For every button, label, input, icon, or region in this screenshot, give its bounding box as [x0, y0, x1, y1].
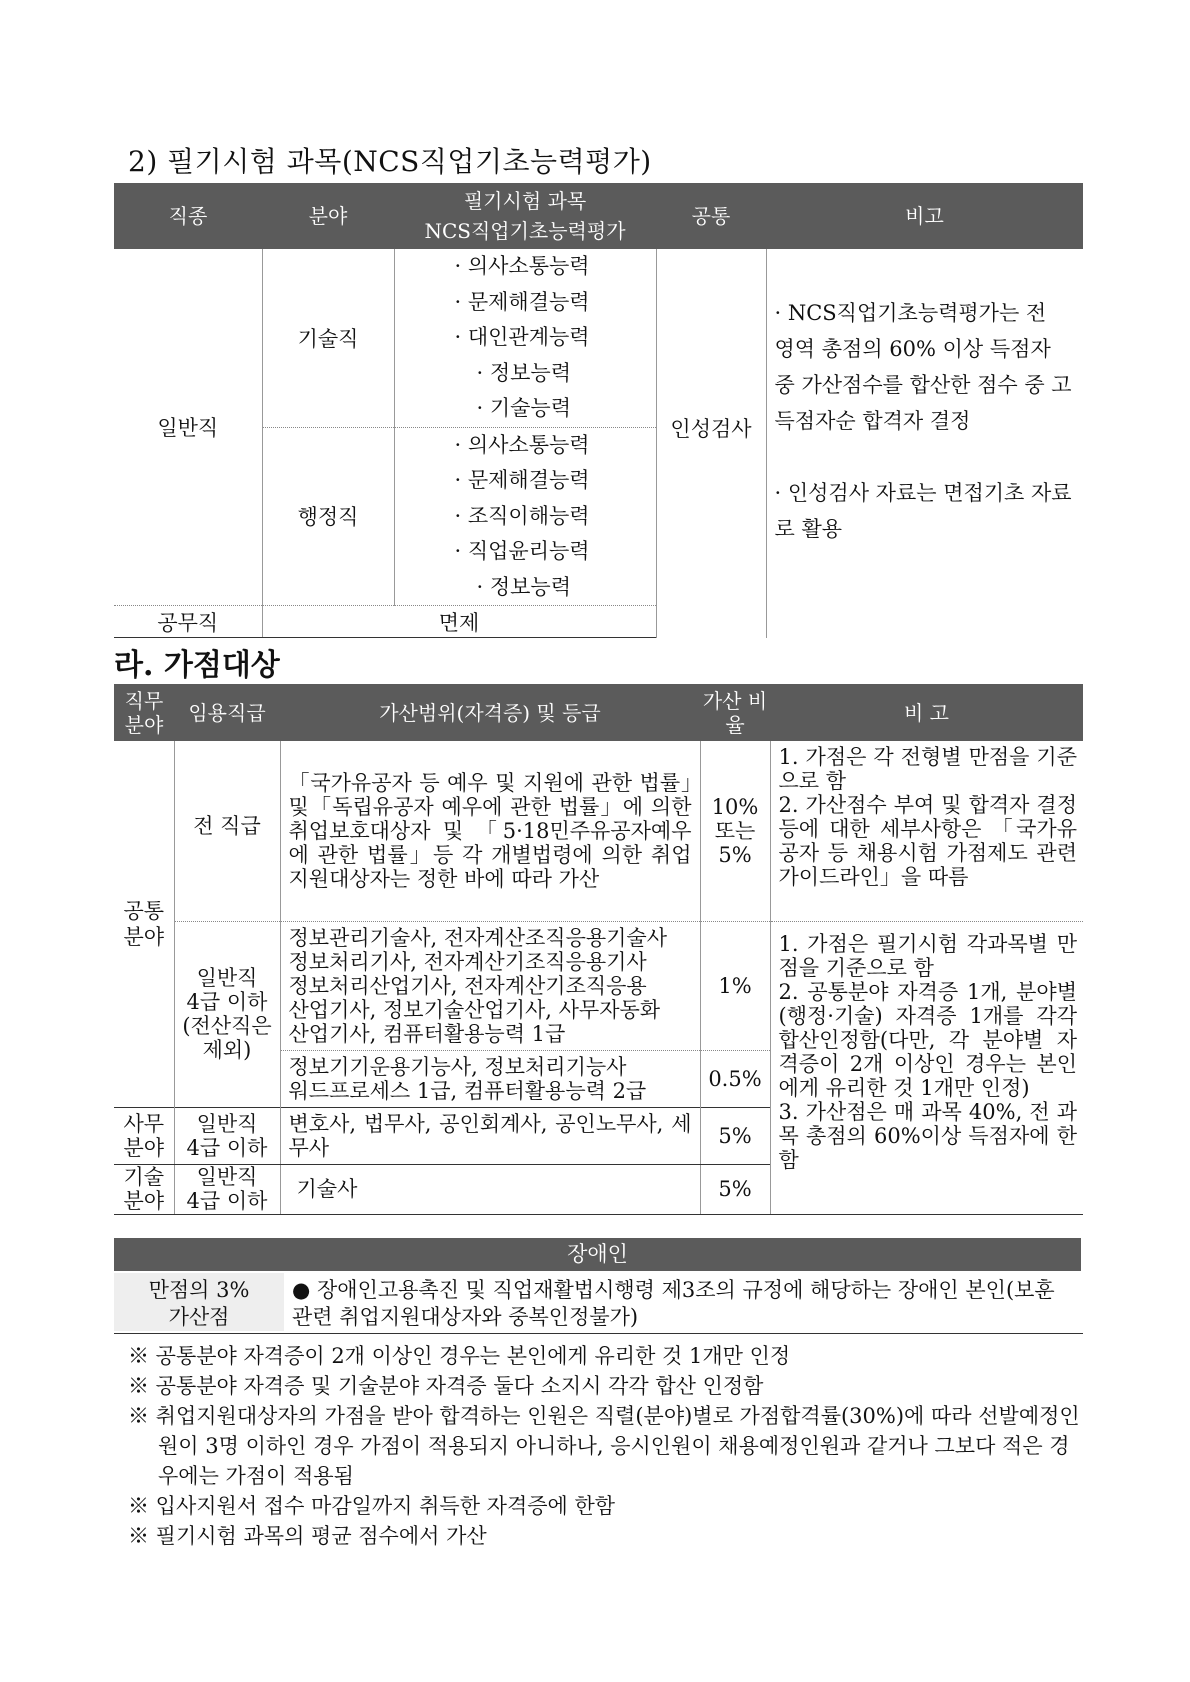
grade-tech: 일반직 4급 이하 — [174, 1164, 280, 1214]
grade-all: 전 직급 — [174, 741, 280, 921]
remarks-note-2: · 인성검사 자료는 면접기초 자료로 활용 — [774, 481, 1072, 541]
subject-item: · 조직이해능력 — [454, 503, 590, 528]
note-item: ※ 입사지원서 접수 마감일까지 취득한 자격증에 한함 — [128, 1494, 616, 1518]
header-duty-field: 직무 분야 — [114, 684, 174, 741]
rate-it-1: 1% — [700, 921, 770, 1050]
bonus-points-table — [114, 684, 1083, 1215]
header-field: 분야 — [262, 183, 394, 249]
rate-it-2: 0.5% — [700, 1050, 770, 1107]
subject-item: · 정보능력 — [476, 360, 571, 385]
field-tech: 기술직 — [262, 249, 394, 427]
tech-subjects-cell — [394, 249, 656, 427]
admin-subject-list — [395, 428, 656, 606]
grade-office: 일반직 4급 이하 — [174, 1107, 280, 1164]
job-type-general: 일반직 — [114, 249, 262, 606]
remarks-note-1: · NCS직업기초능력평가는 전 영역 총점의 60% 이상 득점자 중 가산점수를 합산한 점수 중 고득점자순 합격자 결정 — [774, 301, 1072, 433]
range-tech: 기술사 — [280, 1164, 700, 1214]
civil-exempt: 면제 — [262, 606, 656, 638]
header-rate: 가산 비율 — [700, 684, 770, 741]
note-item: ※ 공통분야 자격증이 2개 이상인 경우는 본인에게 유리한 것 1개만 인정 — [128, 1344, 791, 1368]
note-item: ※ 필기시험 과목의 평균 점수에서 가산 — [128, 1524, 487, 1548]
subject-item: · 정보능력 — [476, 574, 571, 599]
note-item: ※ 취업지원대상자의 가점을 받아 합격하는 인원은 직렬(분야)별로 가점합격률(30%)에 따라 선발예정인원이 3명 이하인 경우 가점이 적용되지 아니하나, 응시인원이 채용예정인원과 같거나 그보다 적은 경우에는 가점이 적용됨 — [128, 1404, 1080, 1488]
header-range: 가산범위(자격증) 및 등급 — [280, 684, 700, 741]
subject-item: · 문제해결능력 — [454, 289, 590, 314]
rate-veterans: 10% 또는 5% — [700, 741, 770, 921]
notes-list — [128, 1341, 1088, 1551]
subject-item: · 문제해결능력 — [454, 468, 590, 492]
rate-office: 5% — [700, 1107, 770, 1164]
grade-general-4: 일반직 4급 이하 (전산직은 제외) — [174, 921, 280, 1107]
header-subjects — [394, 183, 656, 249]
subject-item: · 직업윤리능력 — [454, 539, 590, 563]
range-it-2: 정보기기운용기능사, 정보처리기능사 워드프로세스 1급, 컴퓨터활용능력 2급 — [280, 1050, 700, 1107]
range-office: 변호사, 법무사, 공인회계사, 공인노무사, 세무사 — [280, 1107, 700, 1164]
divider — [114, 1333, 1083, 1334]
header-subjects-line1: 필기시험 과목 — [463, 189, 587, 213]
range-veterans: 「국가유공자 등 예우 및 지원에 관한 법률」및「독립유공자 예우에 관한 법률」에 의한 취업보호대상자 및 「5·18민주유공자예우에 관한 법률」등 각 개별법령에 의한 취업지원대상자는 정한 바에 따라 가산 — [280, 741, 700, 921]
field-tech: 기술 분야 — [114, 1164, 174, 1214]
header-job-type: 직종 — [114, 183, 262, 249]
note-certificates: 1. 가점은 필기시험 각과목별 만점을 기준으로 함 2. 공통분야 자격증 1개, 분야별(행정·기술) 자격증 1개를 각각 합산인정함(다만, 각 분야별 자격증이 2개 이상인 경우는 본인에게 유리한 것 1개만 인정) 3. 가산점은 매 과목 40%, 전 과목 총점의 60%이상 득점자에 한함 — [770, 921, 1083, 1214]
rate-tech: 5% — [700, 1164, 770, 1214]
common-personality-test: 인성검사 — [656, 249, 766, 638]
written-exam-table — [114, 183, 1083, 638]
subject-item: · 기술능력 — [476, 396, 571, 420]
note-veterans: 1. 가점은 각 전형별 만점을 기준으로 함 2. 가산점수 부여 및 합격자 결정 등에 대한 세부사항은 「국가유공자 등 채용시험 가점제도 관련 가이드라인」을 따름 — [770, 741, 1083, 921]
job-type-civil: 공무직 — [114, 606, 262, 638]
remarks-cell — [766, 249, 1083, 638]
section-title-written-exam: 2) 필기시험 과목(NCS직업기초능력평가) — [128, 145, 652, 178]
header-remarks: 비고 — [766, 183, 1083, 249]
subject-item: · 의사소통능력 — [454, 254, 590, 278]
note-item: ※ 공통분야 자격증 및 기술분야 자격증 둘다 소지시 각각 합산 인정함 — [128, 1374, 764, 1398]
subject-item: · 대인관계능력 — [454, 325, 590, 349]
header-subjects-line2: NCS직업기초능력평가 — [424, 219, 626, 243]
header-grade: 임용직급 — [174, 684, 280, 741]
section-title-bonus: 라. 가점대상 — [114, 648, 280, 683]
subject-item: · 의사소통능력 — [454, 432, 590, 457]
admin-subjects-cell — [394, 427, 656, 606]
tech-subject-list — [395, 249, 656, 427]
field-office: 사무 분야 — [114, 1107, 174, 1164]
disabled-header: 장애인 — [114, 1238, 1081, 1271]
disabled-bonus-rate: 만점의 3% 가산점 — [114, 1273, 284, 1331]
field-admin: 행정직 — [262, 427, 394, 606]
range-it-1: 정보관리기술사, 전자계산조직응용기술사 정보처리기사, 전자계산기조직응용기사 정보처리산업기사, 전자계산기조직응용 산업기사, 정보기술산업기사, 사무자동화 산업기사, 컴퓨터활용능력 1급 — [280, 921, 700, 1050]
header-remarks: 비 고 — [770, 684, 1083, 741]
header-common: 공통 — [656, 183, 766, 249]
disabled-description: ● 장애인고용촉진 및 직업재활법시행령 제3조의 규정에 해당하는 장애인 본인(보훈 관련 취업지원대상자와 중복인정불가) — [292, 1278, 1055, 1329]
field-common: 공통 분야 — [114, 741, 174, 1107]
